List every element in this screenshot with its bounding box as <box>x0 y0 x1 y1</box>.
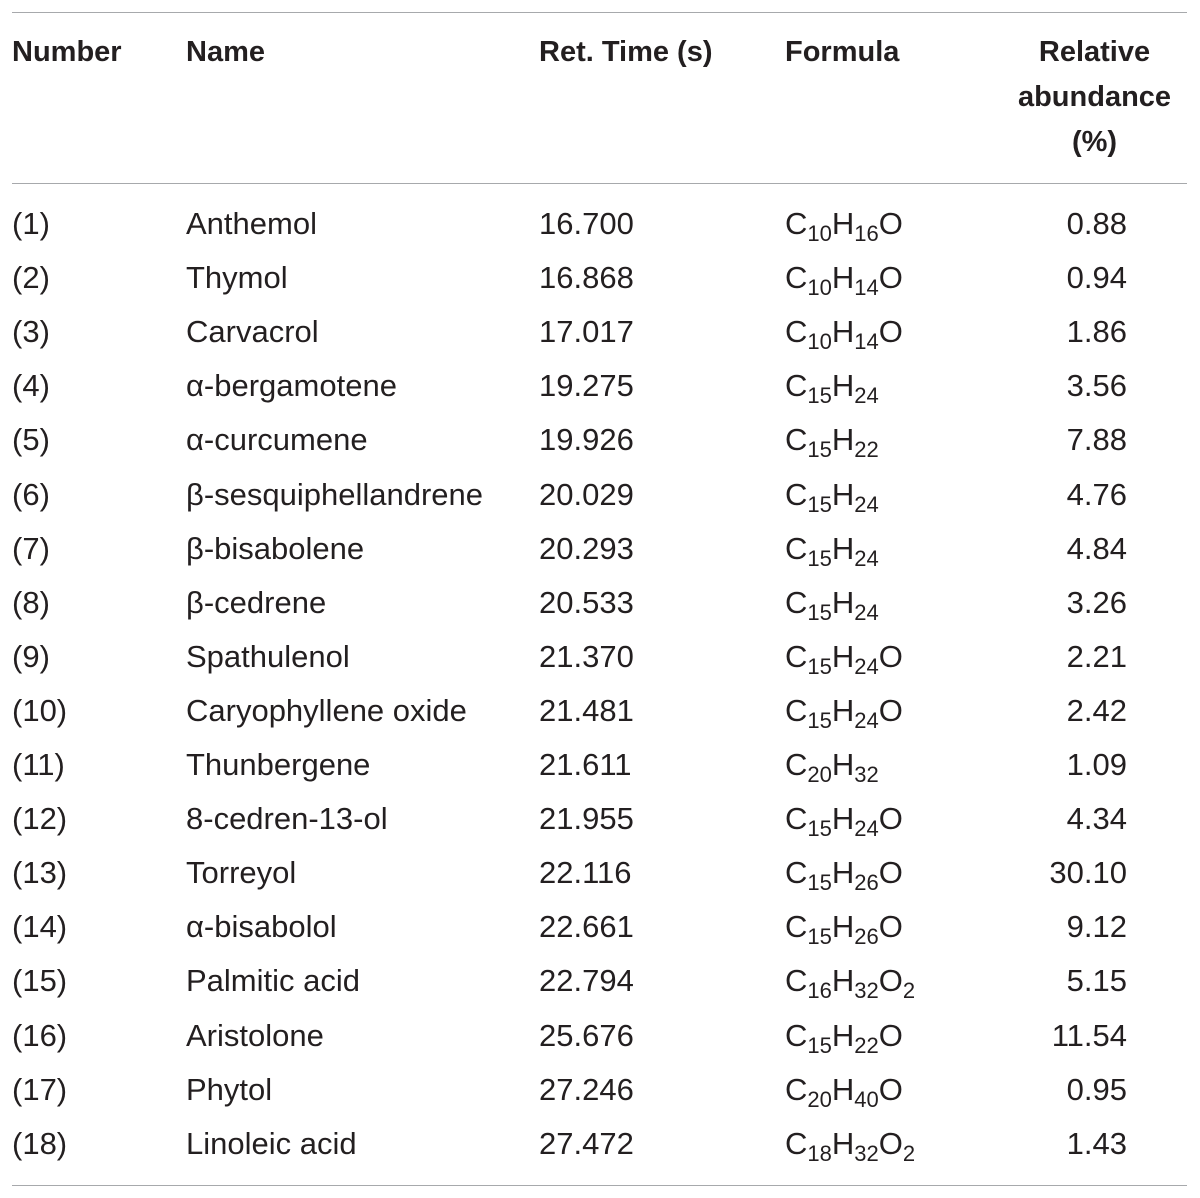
formula-element: C <box>785 530 808 566</box>
cell-number: (9) <box>12 638 50 674</box>
formula-element: O <box>878 801 903 837</box>
formula-element: O <box>878 638 903 674</box>
cell-formula <box>785 522 879 576</box>
cell-formula <box>785 954 915 1008</box>
formula-subscript: 14 <box>854 275 879 301</box>
formula-subscript: 20 <box>807 762 832 787</box>
cell-name: β-sesquiphellandrene <box>186 476 484 512</box>
formula-subscript: 15 <box>807 707 832 733</box>
cell-formula <box>785 1009 903 1063</box>
formula-subscript: 2 <box>902 1140 916 1166</box>
header-ret-time: Ret. Time (s) <box>539 36 713 68</box>
formula-subscript: 15 <box>807 383 832 409</box>
formula-element: H <box>831 801 855 837</box>
cell-formula <box>785 1063 903 1117</box>
cell-ret-time: 20.533 <box>539 584 634 620</box>
cell-name: Phytol <box>186 1071 273 1107</box>
header-abundance-line2: abundance <box>1017 81 1172 113</box>
formula-element: H <box>831 422 855 458</box>
cell-ret-time: 22.661 <box>539 909 634 945</box>
cell-number: (15) <box>12 963 68 999</box>
header-rule <box>12 183 1187 184</box>
formula-element: C <box>785 909 808 945</box>
cell-number: (14) <box>12 909 68 945</box>
formula-subscript: 40 <box>854 1086 879 1112</box>
cell-name: Thymol <box>186 260 288 296</box>
formula-subscript: 24 <box>854 545 879 571</box>
table-row <box>12 305 1187 359</box>
formula-subscript: 15 <box>807 545 832 571</box>
formula-element: H <box>831 314 855 350</box>
formula-element: C <box>785 1125 808 1161</box>
cell-abundance: 0.95 <box>1066 1071 1127 1107</box>
formula-element: C <box>785 855 808 891</box>
cell-formula <box>785 251 903 305</box>
formula-subscript: 26 <box>854 924 879 950</box>
header-abundance-line3: (%) <box>1071 126 1118 158</box>
cell-formula <box>785 792 903 846</box>
formula-subscript: 24 <box>854 707 879 733</box>
cell-ret-time: 19.926 <box>539 422 634 458</box>
formula-element: C <box>785 747 808 782</box>
cell-formula <box>785 305 903 359</box>
cell-abundance: 2.21 <box>1066 638 1127 674</box>
cell-number: (12) <box>12 801 68 837</box>
cell-name: α-curcumene <box>186 422 368 458</box>
formula-element: O <box>878 855 903 891</box>
formula-element: H <box>831 206 855 241</box>
formula-element: O <box>878 692 903 728</box>
cell-number: (17) <box>12 1071 68 1107</box>
cell-name: Carvacrol <box>186 314 319 350</box>
formula-subscript: 15 <box>807 599 832 625</box>
formula-subscript: 16 <box>807 978 832 1004</box>
table-row <box>12 630 1187 684</box>
cell-abundance: 1.43 <box>1066 1125 1127 1161</box>
cell-ret-time: 16.700 <box>539 206 634 241</box>
formula-subscript: 24 <box>854 491 879 517</box>
cell-name: β-cedrene <box>186 584 327 620</box>
formula-element: H <box>831 638 855 674</box>
cell-name: α-bisabolol <box>186 909 337 945</box>
formula-element: C <box>785 692 808 728</box>
cell-number: (1) <box>12 206 50 241</box>
formula-subscript: 32 <box>854 762 879 787</box>
cell-formula <box>785 468 879 522</box>
formula-subscript: 18 <box>807 1140 832 1166</box>
table-row <box>12 251 1187 305</box>
formula-subscript: 15 <box>807 653 832 679</box>
table-row <box>12 684 1187 738</box>
formula-element: O <box>878 1071 903 1107</box>
formula-subscript: 24 <box>854 383 879 409</box>
formula-subscript: 32 <box>854 1140 879 1166</box>
cell-formula <box>785 197 903 251</box>
cell-number: (3) <box>12 314 50 350</box>
formula-subscript: 15 <box>807 924 832 950</box>
header-name: Name <box>186 36 265 68</box>
cell-abundance: 1.09 <box>1066 747 1127 782</box>
formula-subscript: 22 <box>854 437 879 463</box>
formula-element: O <box>878 206 903 241</box>
formula-element: C <box>785 801 808 837</box>
cell-formula <box>785 413 879 467</box>
formula-element: H <box>831 1017 855 1053</box>
cell-name: Torreyol <box>186 855 297 891</box>
cell-abundance: 0.94 <box>1066 260 1127 296</box>
formula-element: H <box>831 909 855 945</box>
formula-element: O <box>878 1017 903 1053</box>
cell-number: (6) <box>12 476 50 512</box>
cell-name: Linoleic acid <box>186 1125 357 1161</box>
cell-ret-time: 21.955 <box>539 801 634 837</box>
table-row <box>12 359 1187 413</box>
formula-element: H <box>831 368 855 404</box>
formula-subscript: 15 <box>807 437 832 463</box>
formula-element: O <box>878 963 903 999</box>
cell-abundance: 4.34 <box>1066 801 1127 837</box>
formula-element: H <box>831 260 855 296</box>
formula-subscript: 24 <box>854 599 879 625</box>
formula-element: C <box>785 260 808 296</box>
formula-subscript: 10 <box>807 329 832 355</box>
formula-subscript: 16 <box>854 221 879 246</box>
formula-subscript: 10 <box>807 275 832 301</box>
cell-name: Caryophyllene oxide <box>186 692 467 728</box>
cell-number: (7) <box>12 530 50 566</box>
cell-abundance: 3.56 <box>1066 368 1127 404</box>
table-row <box>12 576 1187 630</box>
formula-element: C <box>785 368 808 404</box>
formula-element: C <box>785 422 808 458</box>
formula-element: H <box>831 963 855 999</box>
formula-element: O <box>878 260 903 296</box>
cell-formula <box>785 900 903 954</box>
table-row <box>12 792 1187 846</box>
cell-abundance: 0.88 <box>1066 206 1127 241</box>
formula-subscript: 10 <box>807 221 832 246</box>
formula-element: C <box>785 1071 808 1107</box>
cell-ret-time: 21.611 <box>539 747 632 782</box>
cell-name: 8-cedren-13-ol <box>186 801 388 837</box>
bottom-rule <box>12 1185 1187 1186</box>
header-number: Number <box>12 36 122 68</box>
cell-number: (16) <box>12 1017 68 1053</box>
cell-ret-time: 27.246 <box>539 1071 634 1107</box>
cell-abundance: 4.76 <box>1066 476 1127 512</box>
formula-subscript: 15 <box>807 1032 832 1058</box>
cell-number: (5) <box>12 422 50 458</box>
formula-subscript: 2 <box>902 978 916 1004</box>
formula-element: H <box>831 1125 855 1161</box>
cell-number: (18) <box>12 1125 68 1161</box>
formula-element: O <box>878 314 903 350</box>
formula-element: O <box>878 909 903 945</box>
cell-name: Anthemol <box>186 206 317 241</box>
formula-element: C <box>785 638 808 674</box>
cell-ret-time: 25.676 <box>539 1017 634 1053</box>
header-abundance <box>997 30 1192 165</box>
formula-subscript: 15 <box>807 816 832 842</box>
cell-ret-time: 22.794 <box>539 963 634 999</box>
table-row <box>12 468 1187 522</box>
cell-formula <box>785 359 879 413</box>
table-row <box>12 1063 1187 1117</box>
cell-number: (2) <box>12 260 50 296</box>
formula-subscript: 24 <box>854 653 879 679</box>
formula-subscript: 15 <box>807 491 832 517</box>
cell-ret-time: 22.116 <box>539 855 632 891</box>
cell-ret-time: 17.017 <box>539 314 634 350</box>
table-row <box>12 413 1187 467</box>
formula-element: C <box>785 1017 808 1053</box>
cell-name: Spathulenol <box>186 638 350 674</box>
table-row <box>12 522 1187 576</box>
cell-number: (13) <box>12 855 68 891</box>
formula-element: H <box>831 530 855 566</box>
table-row <box>12 900 1187 954</box>
cell-ret-time: 19.275 <box>539 368 634 404</box>
cell-name: Palmitic acid <box>186 963 360 999</box>
table-row <box>12 954 1187 1008</box>
cell-abundance: 7.88 <box>1066 422 1127 458</box>
cell-abundance: 11.54 <box>1051 1017 1127 1053</box>
cell-ret-time: 20.293 <box>539 530 634 566</box>
formula-subscript: 32 <box>854 978 879 1004</box>
cell-ret-time: 16.868 <box>539 260 634 296</box>
formula-element: H <box>831 747 855 782</box>
cell-abundance: 4.84 <box>1066 530 1127 566</box>
formula-element: O <box>878 1125 903 1161</box>
cell-abundance: 1.86 <box>1066 314 1127 350</box>
formula-subscript: 14 <box>854 329 879 355</box>
cell-name: β-bisabolene <box>186 530 365 566</box>
cell-ret-time: 20.029 <box>539 476 634 512</box>
cell-abundance: 5.15 <box>1066 963 1127 999</box>
cell-number: (8) <box>12 584 50 620</box>
cell-number: (10) <box>12 692 68 728</box>
cell-ret-time: 21.370 <box>539 638 634 674</box>
formula-element: H <box>831 692 855 728</box>
formula-element: C <box>785 584 808 620</box>
header-formula: Formula <box>785 36 900 68</box>
formula-subscript: 26 <box>854 870 879 896</box>
cell-abundance: 9.12 <box>1066 909 1127 945</box>
cell-number: (11) <box>12 747 65 782</box>
formula-element: C <box>785 476 808 512</box>
formula-element: H <box>831 855 855 891</box>
table-row <box>12 846 1187 900</box>
cell-name: Thunbergene <box>186 747 371 782</box>
formula-subscript: 24 <box>854 816 879 842</box>
formula-element: C <box>785 206 808 241</box>
cell-ret-time: 21.481 <box>539 692 634 728</box>
cell-formula <box>785 576 879 630</box>
table-header <box>12 12 1187 183</box>
cell-abundance: 3.26 <box>1066 584 1127 620</box>
header-abundance-line1: Relative <box>1038 36 1151 68</box>
cell-formula <box>785 630 903 684</box>
formula-subscript: 15 <box>807 870 832 896</box>
formula-element: H <box>831 476 855 512</box>
table-row <box>12 738 1187 792</box>
cell-name: α-bergamotene <box>186 368 397 404</box>
cell-abundance: 2.42 <box>1066 692 1127 728</box>
cell-ret-time: 27.472 <box>539 1125 634 1161</box>
formula-subscript: 22 <box>854 1032 879 1058</box>
cell-formula <box>785 1117 915 1171</box>
table-row <box>12 197 1187 251</box>
formula-subscript: 20 <box>807 1086 832 1112</box>
formula-element: C <box>785 963 808 999</box>
formula-element: C <box>785 314 808 350</box>
cell-abundance: 30.10 <box>1049 855 1127 891</box>
cell-number: (4) <box>12 368 50 404</box>
cell-formula <box>785 738 879 792</box>
formula-element: H <box>831 584 855 620</box>
cell-formula <box>785 846 903 900</box>
table-row <box>12 1117 1187 1171</box>
formula-element: H <box>831 1071 855 1107</box>
cell-name: Aristolone <box>186 1017 324 1053</box>
table-row <box>12 1009 1187 1063</box>
cell-formula <box>785 684 903 738</box>
